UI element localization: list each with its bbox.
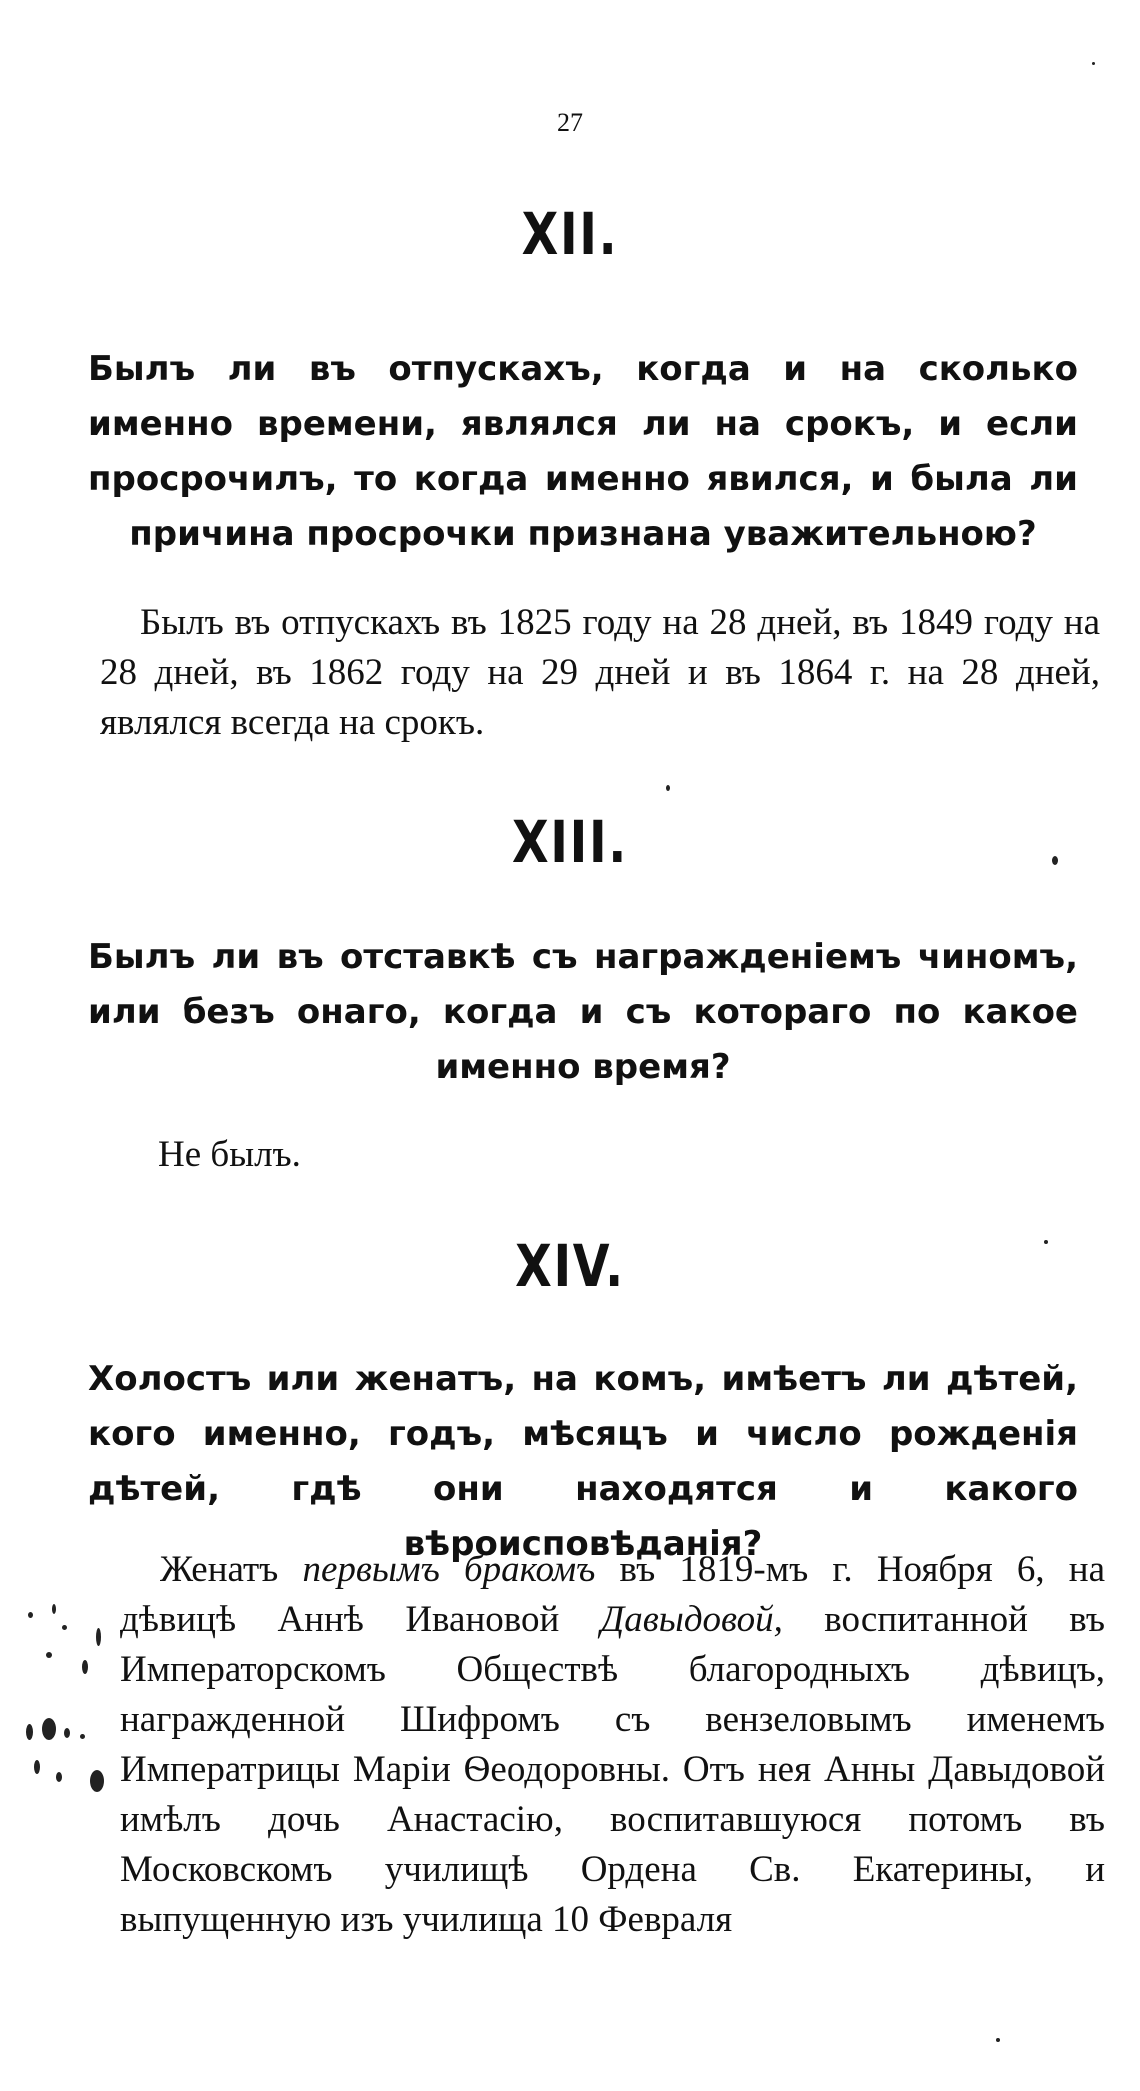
margin-speck [82, 1660, 88, 1674]
margin-speck [26, 1724, 33, 1740]
section-xiii-question: Былъ ли въ отставкѣ съ награжденіемъ чиномъ, или безъ онаго, когда и съ котораго по какое именно время? [88, 937, 1078, 1087]
section-numeral-xiv: XIV. [515, 1232, 625, 1300]
margin-speck [62, 1625, 67, 1630]
page-number: 27 [557, 108, 583, 137]
page-speck [1052, 856, 1058, 865]
section-xiv-answer [120, 1545, 1105, 1945]
margin-speck [46, 1652, 52, 1658]
section-xiii-answer: Не былъ. [158, 1134, 301, 1175]
section-numeral-xii: XII. [521, 200, 619, 268]
page-speck [666, 785, 670, 791]
answer-italic-surname: Давыдовой, [600, 1599, 783, 1640]
margin-speck [80, 1734, 85, 1739]
section-xii-question: Былъ ли въ отпускахъ, когда и на сколько именно времени, являлся ли на срокъ, и если просрочилъ, то когда именно явился, и была ли причина просрочки признана уважительною? [88, 349, 1078, 554]
page-speck [996, 2038, 1000, 2042]
answer-text-2: въ 1819-мъ г. Ноября 6, на дѣвицѣ Аннѣ Ивановой [120, 1549, 1105, 1640]
margin-speck [42, 1718, 56, 1740]
margin-speck [90, 1770, 104, 1792]
page-speck [1092, 62, 1095, 65]
answer-text-1: Женатъ [160, 1549, 303, 1590]
section-xiv-question: Холостъ или женатъ, на комъ, имѣетъ ли дѣтей, кого именно, годъ, мѣсяцъ и число рожденія дѣтей, гдѣ они находятся и какого вѣроисповѣданія? [88, 1359, 1078, 1564]
margin-speck [34, 1760, 40, 1774]
margin-speck [28, 1612, 33, 1618]
page-speck [1044, 1240, 1048, 1244]
margin-speck [64, 1728, 70, 1738]
margin-speck [52, 1604, 56, 1614]
section-numeral-xiii: XIII. [511, 808, 629, 876]
margin-speck [56, 1772, 62, 1782]
answer-italic-first-marriage: первымъ бракомъ [302, 1549, 596, 1590]
section-xii-answer: Былъ въ отпускахъ въ 1825 году на 28 дней, въ 1849 году на 28 дней, въ 1862 году на 29 дней и въ 1864 г. на 28 дней, являлся всегда на срокъ. [100, 602, 1100, 743]
answer-text-3: воспитанной въ Императорскомъ Обществѣ благородныхъ дѣвицъ, награжденной Шифромъ съ вензеловымъ именемъ Императрицы Маріи Ѳеодоровны. Отъ нея Анны Давыдовой имѣлъ дочь Анастасію, воспитавшуюся потомъ въ Московскомъ училищѣ Ордена Св. Екатерины, и выпущенную изъ училища 10 Февраля [120, 1599, 1105, 1940]
margin-speck [96, 1628, 101, 1646]
